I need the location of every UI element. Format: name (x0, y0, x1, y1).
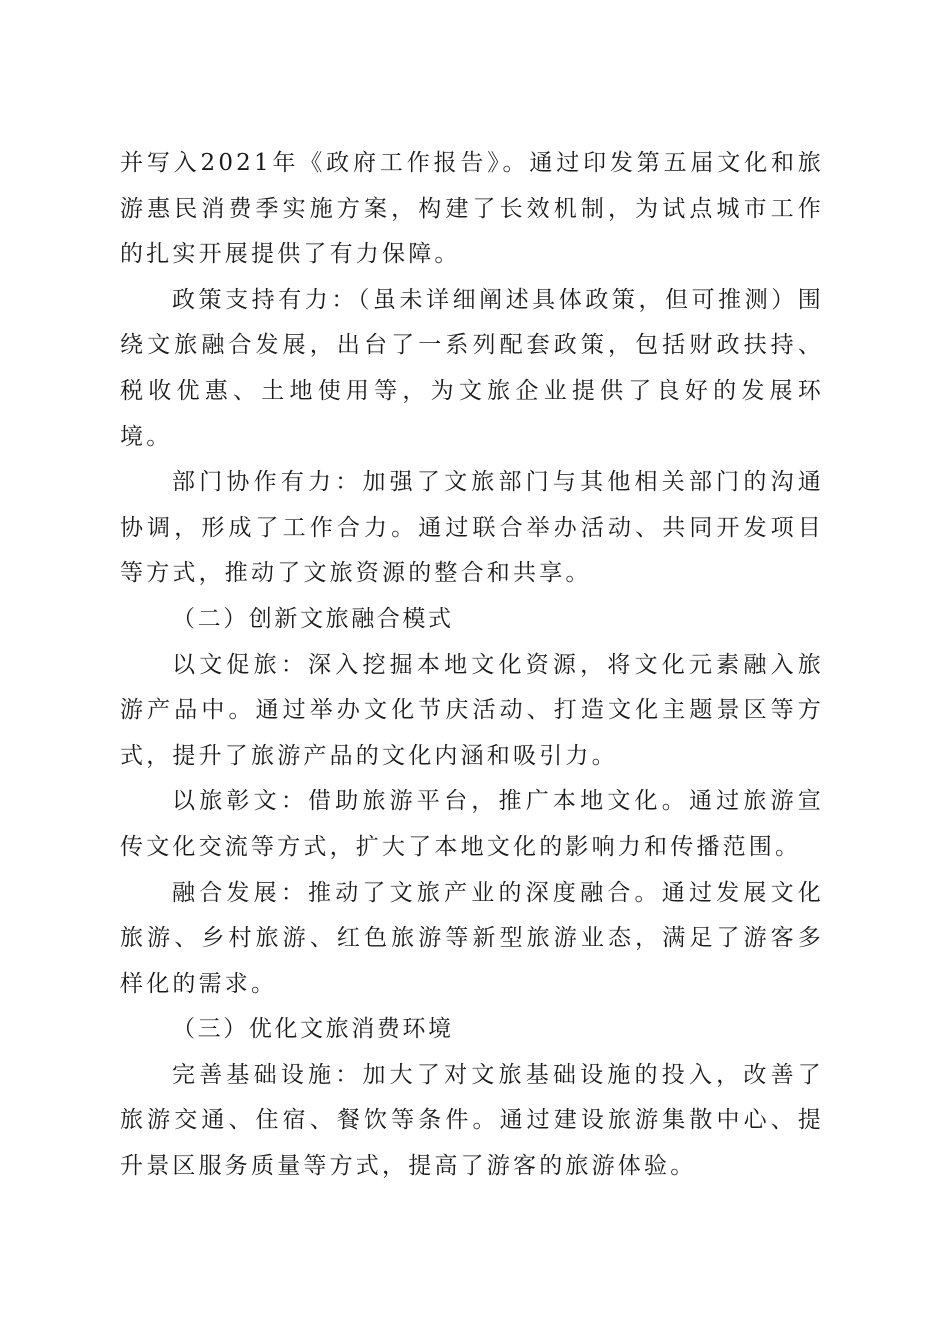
paragraph-infrastructure: 完善基础设施：加大了对文旅基础设施的投入，改善了旅游交通、住宿、餐饮等条件。通过建设旅游集散中心、提升景区服务质量等方式，提高了游客的旅游体验。 (120, 1061, 824, 1180)
section-heading-3: （三）优化文旅消费环境 (172, 1016, 454, 1043)
paragraph-continuation: 并写入2021年《政府工作报告》。通过印发第五届文化和旅游惠民消费季实施方案，构建了长效机制，为试点城市工作的扎实开展提供了有力保障。 (120, 150, 824, 268)
paragraph-integrated-development: 融合发展：推动了文旅产业的深度融合。通过发展文化旅游、乡村旅游、红色旅游等新型旅游业态，满足了游客多样化的需求。 (120, 879, 824, 997)
paragraph-culture-promotes-tourism: 以文促旅：深入挖掘本地文化资源，将文化元素融入旅游产品中。通过举办文化节庆活动、打造文化主题景区等方式，提升了旅游产品的文化内涵和吸引力。 (120, 651, 824, 769)
paragraph-tourism-showcases-culture: 以旅彰文：借助旅游平台，推广本地文化。通过旅游宣传文化交流等方式，扩大了本地文化的影响力和传播范围。 (120, 788, 824, 860)
section-heading-2: （二）创新文旅融合模式 (172, 605, 454, 632)
paragraph-policy-support: 政策支持有力：（虽未详细阐述具体政策，但可推测）围绕文旅融合发展，出台了一系列配套政策，包括财政扶持、税收优惠、土地使用等，为文旅企业提供了良好的发展环境。 (120, 286, 824, 450)
paragraph-department-cooperation: 部门协作有力：加强了文旅部门与其他相关部门的沟通协调，形成了工作合力。通过联合举办活动、共同开发项目等方式，推动了文旅资源的整合和共享。 (120, 469, 824, 587)
document-body (120, 141, 824, 1190)
